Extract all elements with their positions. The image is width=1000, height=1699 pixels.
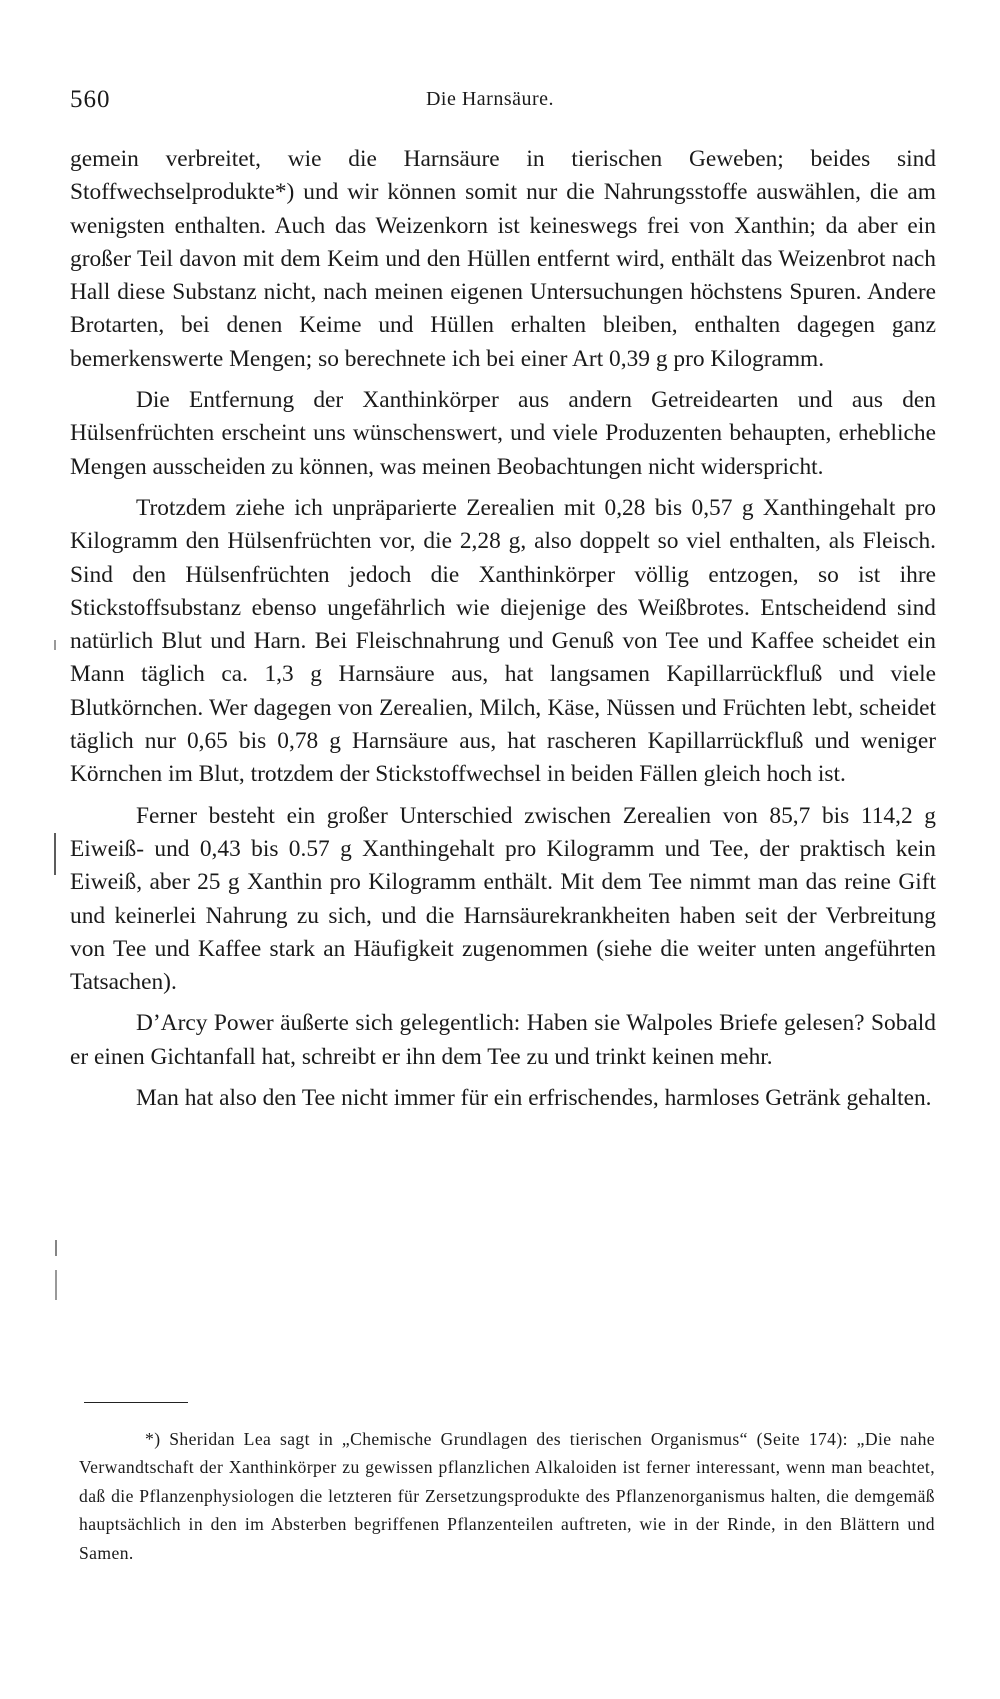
running-title: Die Harnsäure. [425, 88, 555, 110]
paragraph: Man hat also den Tee nicht immer für ein erfrischendes, harmloses Getränk gehalten. [136, 1085, 932, 1112]
footnote: *) Sheridan Lea sagt in „Chemische Grundlagen des tierischen Organismus“ (Seite 174): „Die nahe Verwandtschaft der Xanthinkörper zu gewissen pflanzlichen Alkaloiden ist ferner interessant, wenn man beachtet, daß die Pflanzenphysiologen die letzteren für Zersetzungsprodukte des Pflanzenorganismus halten, die demgemäß hauptsächlich in den im Absterben begriffenen Pflanzenteilen auftreten, wie in der Rinde, in den Blättern und Samen. [79, 1429, 935, 1563]
footnote-separator [84, 1402, 188, 1403]
paragraph: gemein verbreitet, wie die Harnsäure in tierischen Geweben; beides sind Stoffwechselprodukte*) und wir können somit nur die Nahrungsstoffe auswählen, die am wenigsten enthalten. Auch das Weizenkorn ist keineswegs frei von Xanthin; da aber ein großer Teil davon mit dem Keim und den Hüllen entfernt wird, enthält das Weizenbrot nach Hall diese Substanz nicht, nach meinen eigenen Untersuchungen höchstens Spuren. Andere Brotarten, bei denen Keime und Hüllen erhalten bleiben, enthalten dagegen ganz bemerkenswerte Mengen; so berechnete ich bei einer Art 0,39 g pro Kilogramm. [70, 146, 936, 372]
paragraph: Die Entfernung der Xanthinkörper aus andern Getreidearten und aus den Hülsenfrüchten erscheint uns wünschenswert, und viele Produzenten behaupten, erhebliche Mengen ausscheiden zu können, was meinen Beobachtungen nicht widerspricht. [70, 387, 936, 480]
margin-mark [55, 1240, 57, 1256]
paragraph: Trotzdem ziehe ich unpräparierte Zerealien mit 0,28 bis 0,57 g Xanthingehalt pro Kilogramm den Hülsenfrüchten vor, die 2,28 g, also doppelt so viel enthalten, als Fleisch. Sind den Hülsenfrüchten jedoch die Xanthinkörper völlig entzogen, so ist ihre Stickstoffsubstanz ebenso ungefährlich wie diejenige des Weißbrotes. Entscheidend sind natürlich Blut und Harn. Bei Fleischnahrung und Genuß von Tee und Kaffee scheidet ein Mann täglich ca. 1,3 g Harnsäure aus, hat langsamen Kapillarrückfluß und viele Blutkörnchen. Wer dagegen von Zerealien, Milch, Käse, Nüssen und Früchten lebt, scheidet täglich nur 0,65 bis 0,78 g Harnsäure aus, hat rascheren Kapillarrückfluß und weniger Körnchen im Blut, trotzdem der Stickstoffwechsel in beiden Fällen gleich hoch ist. [70, 494, 936, 788]
paragraph: Ferner besteht ein großer Unterschied zwischen Zerealien von 85,7 bis 114,2 g Eiweiß- und 0,43 bis 0.57 g Xanthingehalt pro Kilogramm und Tee, der praktisch kein Eiweiß, aber 25 g Xanthin pro Kilogramm enthält. Mit dem Tee nimmt man das reine Gift und keinerlei Nahrung zu sich, und die Harnsäurekrankheiten haben seit der Verbreitung von Tee und Kaffee stark an Häufigkeit zugenommen (siehe die weiter unten angeführten Tatsachen). [70, 802, 936, 996]
page-number: 560 [70, 86, 111, 113]
paragraph: D’Arcy Power äußerte sich gelegentlich: Haben sie Walpoles Briefe gelesen? Sobald er einen Gichtanfall hat, schreibt er ihn dem Tee zu und trinkt keinen mehr. [70, 1010, 936, 1070]
main-text [70, 143, 936, 1123]
margin-mark [54, 833, 56, 875]
margin-mark [55, 1270, 57, 1300]
margin-mark [54, 640, 56, 650]
page-header [70, 86, 910, 126]
